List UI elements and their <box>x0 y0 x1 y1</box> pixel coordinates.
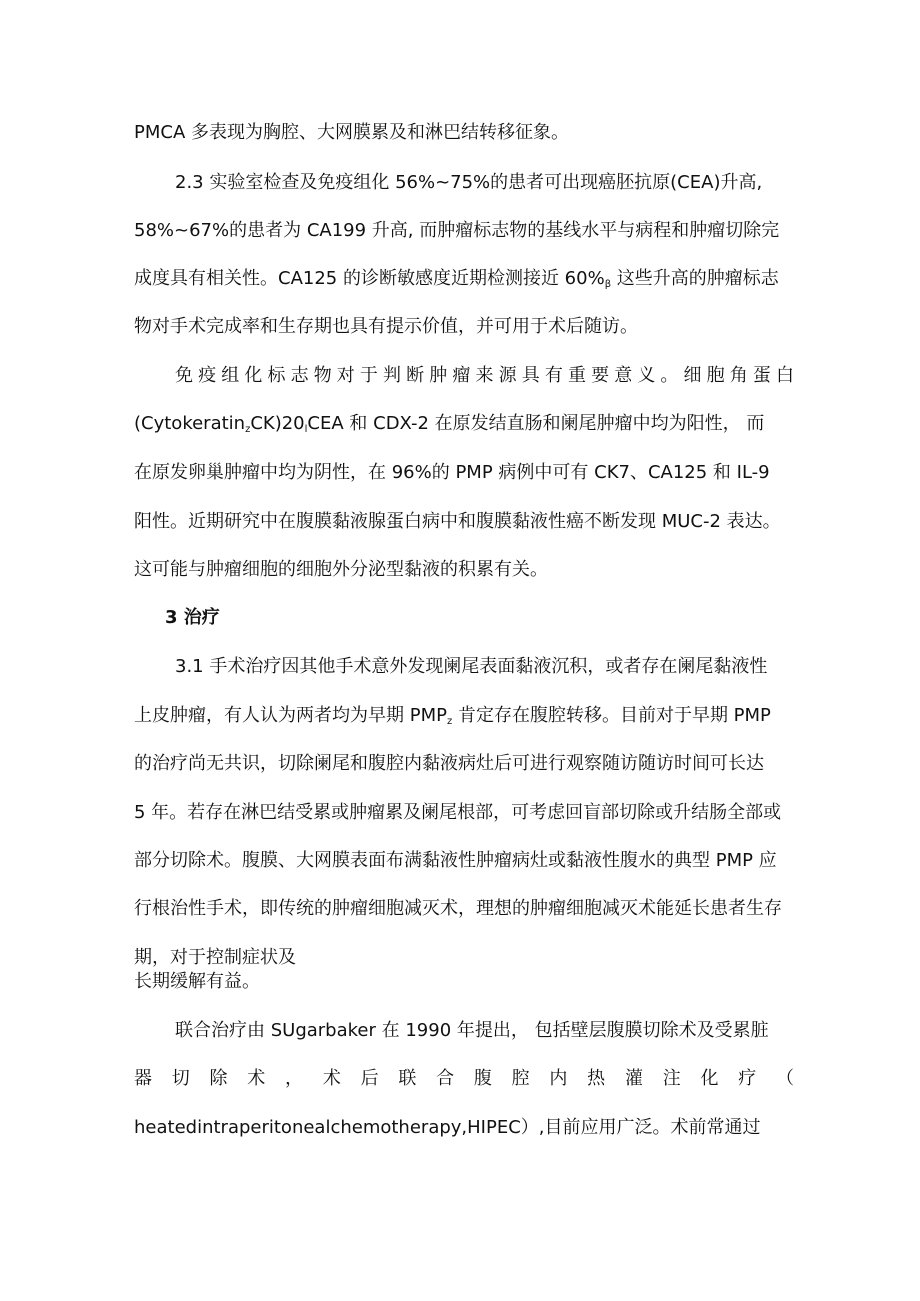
section-heading: 3 治疗 <box>165 607 220 628</box>
paragraph-line: 在原发卵巢肿瘤中均为阴性，在 96%的 PMP 病例中可有 CK7、CA125 和 IL-9 <box>134 462 770 483</box>
paragraph-line: 行根治性手术，即传统的肿瘤细胞减灭术，理想的肿瘤细胞减灭术能延长患者生存 <box>134 898 782 919</box>
paragraph-line: 3.1 手术治疗因其他手术意外发现阑尾表面黏液沉积，或者存在阑尾黏液性 <box>175 656 768 677</box>
line-text: 这些升高的肿瘤标志 <box>611 268 779 289</box>
paragraph-line: 阳性。近期研究中在腹膜黏液腺蛋白病中和腹膜黏液性癌不断发现 MUC-2 表达。 <box>134 511 781 532</box>
paragraph-line: 2.3 实验室检查及免疫组化 56%~75%的患者可出现癌胚抗原(CEA)升高, <box>175 172 763 193</box>
paragraph-line: 联合治疗由 SUgarbaker 在 1990 年提出， 包括壁层腹膜切除术及受累脏 <box>175 1020 769 1041</box>
subscript-mark: l <box>304 424 308 435</box>
paragraph-line <box>134 267 779 291</box>
paragraph-line <box>134 412 764 436</box>
paragraph-line: 的治疗尚无共识，切除阑尾和腹腔内黏液病灶后可进行观察随访随访时间可长达 <box>134 753 764 774</box>
paragraph-line: 部分切除术。腹膜、大网膜表面布满黏液性肿瘤病灶或黏液性腹水的典型 PMP 应 <box>134 850 777 871</box>
paragraph-line: 58%~67%的患者为 CA199 升高, 而肿瘤标志物的基线水平与病程和肿瘤切除完 <box>134 220 780 241</box>
line-text: 成度具有相关性。CA125 的诊断敏感度近期检测接近 60% <box>134 268 605 289</box>
paragraph-line: 器切除术，术后联合腹腔内热灌注化疗（ <box>134 1068 794 1089</box>
paragraph-line: 5 年。若存在淋巴结受累或肿瘤累及阑尾根部，可考虑回盲部切除或升结肠全部或 <box>134 802 782 823</box>
paragraph-line: heatedintraperitonealchemotherapy,HIPEC）,目前应用广泛。术前常通过 <box>134 1117 761 1138</box>
subscript-mark: z <box>245 424 251 435</box>
paragraph-line: 这可能与肿瘤细胞的细胞外分泌型黏液的积累有关。 <box>134 559 548 580</box>
line-text: CK)20 <box>250 413 305 434</box>
line-text: CEA 和 CDX-2 在原发结直肠和阑尾肿瘤中均为阳性， 而 <box>307 413 765 434</box>
paragraph-line <box>134 704 771 728</box>
paragraph-line: 物对手术完成率和生存期也具有提示价值，并可用于术后随访。 <box>134 316 638 337</box>
subscript-mark: z <box>446 716 453 727</box>
line-text: 肯定存在腹腔转移。目前对于早期 PMP <box>452 705 771 726</box>
line-text: (Cytokeratin <box>134 413 246 434</box>
paragraph-line: 长期缓解有益。 <box>134 971 260 992</box>
paragraph-line: 免疫组化标志物对于判断肿瘤来源具有重要意义。细胞角蛋白 <box>175 365 794 386</box>
paragraph-line: 期，对于控制症状及 <box>134 947 296 968</box>
line-text: 上皮肿瘤，有人认为两者均为早期 PMP <box>134 705 447 726</box>
paragraph-line: PMCA 多表现为胸腔、大网膜累及和淋巴结转移征象。 <box>134 122 569 143</box>
subscript-mark: β <box>604 279 612 290</box>
